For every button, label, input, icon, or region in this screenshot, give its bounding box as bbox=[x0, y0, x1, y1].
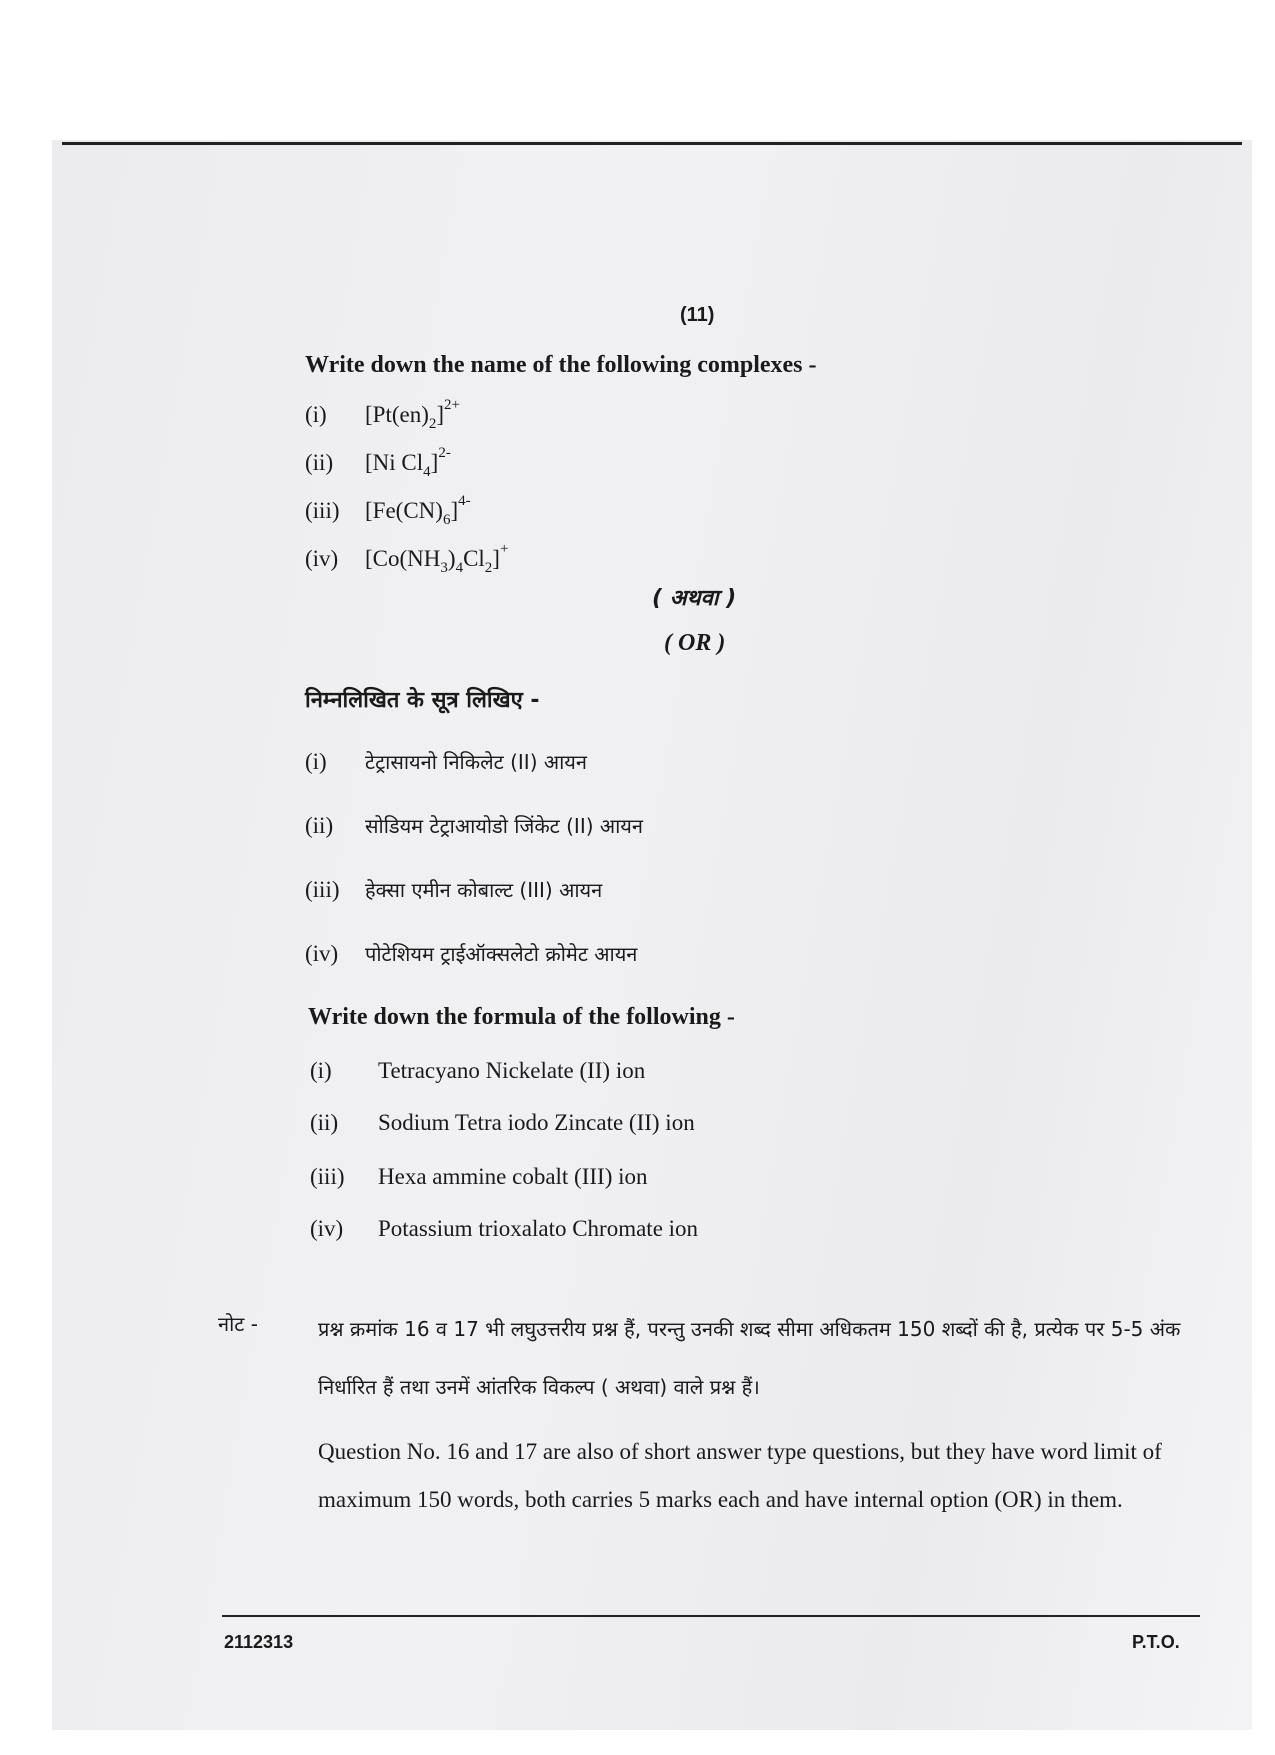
hindi-item: (iii) हेक्सा एमीन कोबाल्ट (III) आयन bbox=[305, 877, 603, 902]
page-number: (11) bbox=[680, 304, 715, 326]
formula-item: (iii) Hexa ammine cobalt (III) ion bbox=[310, 1164, 648, 1189]
paper-code: 2112313 bbox=[224, 1632, 294, 1652]
complex-item: (iii) $[Fe(CN)_6]^{4-}$ bbox=[305, 493, 471, 528]
or-hindi: ( अथवा ) bbox=[652, 586, 737, 611]
bottom-rule bbox=[222, 1615, 1200, 1617]
top-rule bbox=[62, 142, 1242, 145]
note-english: Question No. 16 and 17 are also of short answer type questions, but they have word limit of maximum 150 words, both carries 5 marks each and have internal option (OR) in them. bbox=[318, 1439, 1162, 1512]
complex-item: (i) $[Pt(en)_2]^{2+}$ bbox=[305, 397, 461, 432]
section-c-heading: Write down the formula of the following - bbox=[308, 1004, 735, 1030]
note-hindi: प्रश्न क्रमांक 16 व 17 भी लघुउत्तरीय प्रश्न हैं, परन्तु उनकी शब्द सीमा अधिकतम 150 शब्दों की है, प्रत्येक पर 5-5 अंक निर्धारित हैं तथा उनमें आंतरिक विकल्प ( अथवा) वाले प्रश्न हैं। bbox=[318, 1317, 1181, 1399]
formula-item: (iv) Potassium trioxalato Chromate ion bbox=[310, 1216, 699, 1241]
hindi-item: (iv) पोटेशियम ट्राईऑक्सलेटो क्रोमेट आयन bbox=[305, 941, 638, 966]
or-english: ( OR ) bbox=[664, 630, 726, 656]
formula-item: (i) Tetracyano Nickelate (II) ion bbox=[310, 1058, 646, 1083]
complex-item: (ii) [Ni $Cl_4]^{2-}$ bbox=[305, 445, 451, 480]
hindi-item: (ii) सोडियम टेट्राआयोडो जिंकेट (II) आयन bbox=[305, 813, 644, 838]
section-b-heading: निम्नलिखित के सूत्र लिखिए - bbox=[305, 688, 540, 713]
note-label: नोट - bbox=[218, 1312, 258, 1336]
pto-label: P.T.O. bbox=[1132, 1632, 1180, 1652]
hindi-item: (i) टेट्रासायनो निकिलेट (II) आयन bbox=[305, 749, 587, 774]
formula-item: (ii) Sodium Tetra iodo Zincate (II) ion bbox=[310, 1110, 695, 1135]
complex-item: (iv) $[Co(NH_3)_4Cl_2]^+$ bbox=[305, 541, 509, 576]
section-a-heading: Write down the name of the following complexes - bbox=[305, 352, 817, 378]
